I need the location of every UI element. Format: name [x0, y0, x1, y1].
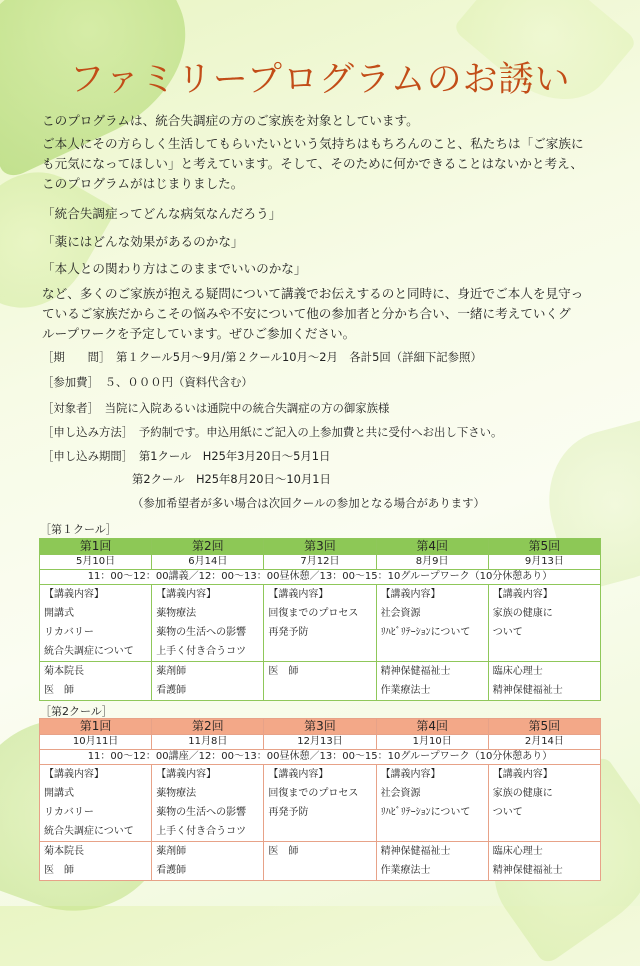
- session-header: 第4回: [376, 539, 488, 555]
- lecture-content: 【講義内容】 家族の健康に ついて: [488, 585, 600, 662]
- info-method: ［申し込み方法］ 予約制です。申込用紙にご記入の上参加費と共に受付へお出し下さい。: [42, 425, 503, 439]
- session-header: 第3回: [264, 539, 376, 555]
- lecture-content: 【講義内容】 社会資源 ﾘﾊﾋﾞﾘﾃｰｼｮﾝについて: [376, 585, 488, 662]
- session-date: 5月10日: [40, 555, 152, 570]
- question-line: 「統合失調症ってどんな病気なんだろう」: [42, 206, 282, 221]
- course2-label: ［第2クール］: [40, 705, 113, 718]
- session-date: 9月13日: [488, 555, 600, 570]
- session-date: 12月13日: [264, 735, 376, 750]
- schedule-time: 11：00～12：00講義／12：00～13：00昼休憩／13：00～15：10グループワーク（10分休憩あり）: [40, 570, 601, 585]
- session-date: 1月10日: [376, 735, 488, 750]
- session-date: 2月14日: [488, 735, 600, 750]
- lecturer: 精神保健福祉士 作業療法士: [376, 842, 488, 881]
- info-target: ［対象者］ 当院に入院あるいは通院中の統合失調症の方の御家族様: [42, 401, 390, 415]
- intro-paragraph: など、多くのご家族が抱える疑問について講義でお伝えするのと同時に、身近でご本人を見守っ ているご家族だからこその悩みや不安について他の参加者と分かち合い、一緒に考えていくグ ループワークを予定しています。ぜひご参加ください。: [42, 286, 584, 341]
- lecturer: 医 師: [264, 662, 376, 701]
- lecturer: 精神保健福祉士 作業療法士: [376, 662, 488, 701]
- session-header: 第2回: [152, 539, 264, 555]
- session-header: 第5回: [488, 719, 600, 735]
- session-date: 8月9日: [376, 555, 488, 570]
- lecturer: 臨床心理士 精神保健福祉士: [488, 662, 600, 701]
- session-header: 第5回: [488, 539, 600, 555]
- lecturer: 薬剤師 看護師: [152, 842, 264, 881]
- lecture-content: 【講義内容】 開講式 リカバリー 統合失調症について: [40, 765, 152, 842]
- session-header: 第1回: [40, 719, 152, 735]
- session-date: 10月11日: [40, 735, 152, 750]
- lecture-content: 【講義内容】 社会資源 ﾘﾊﾋﾞﾘﾃｰｼｮﾝについて: [376, 765, 488, 842]
- session-header: 第4回: [376, 719, 488, 735]
- lecturer: 菊本院長 医 師: [40, 842, 152, 881]
- lecture-content: 【講義内容】 家族の健康に ついて: [488, 765, 600, 842]
- lecturer: 薬剤師 看護師: [152, 662, 264, 701]
- lecturer: 医 師: [264, 842, 376, 881]
- session-date: 7月12日: [264, 555, 376, 570]
- lecture-content: 【講義内容】 開講式 リカバリー 統合失調症について: [40, 585, 152, 662]
- lecture-content: 【講義内容】 薬物療法 薬物の生活への影響 上手く付き合うコツ: [152, 765, 264, 842]
- intro-paragraph: ご本人にその方らしく生活してもらいたいという気持ちはもちろんのこと、私たちは「ご家族に も元気になってほしい」と考えています。そして、そのために何かできることはないかと考え、 このプログラムがはじまりました。: [42, 136, 584, 191]
- session-header: 第2回: [152, 719, 264, 735]
- intro-paragraph: このプログラムは、統合失調症の方のご家族を対象としています。: [42, 113, 419, 128]
- question-line: 「薬にはどんな効果があるのかな」: [42, 234, 244, 249]
- info-application-period: ［申し込み期間］ 第1クール H25年3月20日～5月1日: [42, 449, 331, 463]
- course1-table: [39, 538, 601, 701]
- schedule-time: 11：00～12：00講座／12：00～13：00昼休憩／13：00～15：10グループワーク（10分休憩あり）: [40, 750, 601, 765]
- course1-label: ［第１クール］: [40, 523, 117, 536]
- lecturer: 臨床心理士 精神保健福祉士: [488, 842, 600, 881]
- lecture-content: 【講義内容】 回復までのプロセス 再発予防: [264, 765, 376, 842]
- info-fee: ［参加費］ ５、０００円（資料代含む）: [42, 375, 253, 389]
- page-title: ファミリープログラムのお誘い: [69, 60, 571, 100]
- course2-table: [39, 718, 601, 881]
- session-header: 第1回: [40, 539, 152, 555]
- info-period: ［期 間］ 第１クール5月～9月/第２クール10月～2月 各計5回（詳細下記参照）: [42, 350, 482, 364]
- info-application-period-2: 第2クール H25年8月20日～10月1日: [132, 472, 331, 486]
- session-header: 第3回: [264, 719, 376, 735]
- lecture-content: 【講義内容】 薬物療法 薬物の生活への影響 上手く付き合うコツ: [152, 585, 264, 662]
- question-line: 「本人との関わり方はこのままでいいのかな」: [42, 261, 307, 276]
- session-date: 11月8日: [152, 735, 264, 750]
- session-date: 6月14日: [152, 555, 264, 570]
- lecturer: 菊本院長 医 師: [40, 662, 152, 701]
- info-note: （参加希望者が多い場合は次回クールの参加となる場合があります）: [132, 496, 485, 510]
- lecture-content: 【講義内容】 回復までのプロセス 再発予防: [264, 585, 376, 662]
